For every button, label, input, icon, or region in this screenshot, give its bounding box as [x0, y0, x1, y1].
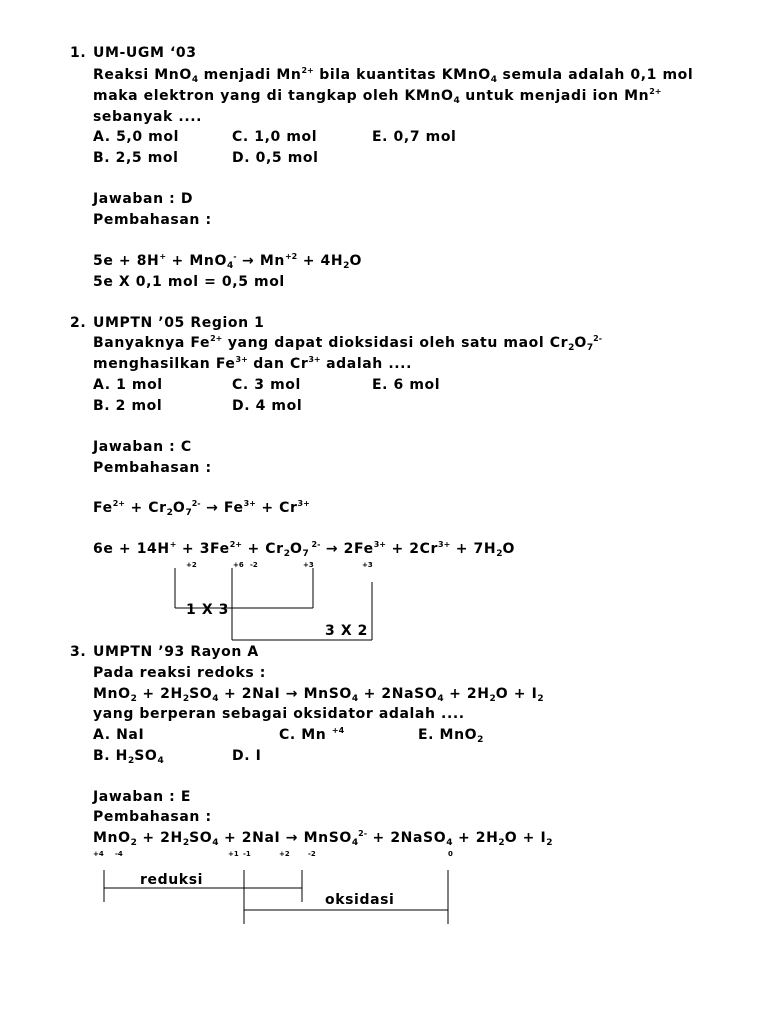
q1-equation: $5e + 8H^+ + MnO_4^- \to Mn^{+2} + 4H_2O$ [93, 252, 362, 271]
q2-discussion-label: Pembahasan : [93, 460, 212, 476]
q2-option-b: B. 2 mol [93, 398, 163, 414]
q1-option-b: B. 2,5 mol [93, 150, 179, 166]
q2-equation-skeleton: $Fe^{2+} + Cr_2O_7^{2-} \to Fe^{3+} + Cr^{3+}$ [93, 499, 310, 518]
q3-option-b: B. $H_2SO_4$ [93, 748, 164, 766]
q2-multiplier-2: 3 X 2 [325, 623, 369, 639]
q3-oxnum-i: -1 [243, 850, 251, 858]
q1-question-line1: Reaksi MnO$_4$ menjadi $Mn^{2+}$ bila kuantitas KMnO$_4$ semula adalah 0,1 mol [93, 66, 694, 85]
q3-oxnum-na: +1 [228, 850, 239, 858]
q3-oxnum-mn: +4 [93, 850, 104, 858]
q1-question-line3: sebanyak .... [93, 109, 203, 125]
q3-oxnum-mn2: +2 [279, 850, 290, 858]
q3-discussion-label: Pembahasan : [93, 809, 212, 825]
q2-question-line2: menghasilkan $Fe^{3+}$ dan $Cr^{3+}$ adalah .... [93, 355, 412, 372]
q1-discussion-label: Pembahasan : [93, 212, 212, 228]
q3-answer: Jawaban : E [93, 789, 191, 805]
q1-option-e: E. 0,7 mol [372, 129, 457, 145]
q2-option-a: A. 1 mol [93, 377, 163, 393]
q3-question-line1: Pada reaksi redoks : [93, 665, 266, 681]
q3-oxnum-so4: -2 [308, 850, 316, 858]
q1-option-c: C. 1,0 mol [232, 129, 318, 145]
q2-multiplier-1: 1 X 3 [186, 602, 230, 618]
q2-oxnum-fe3: +3 [303, 561, 314, 569]
q1-question-line2: maka elektron yang di tangkap oleh KMnO$_4$ untuk menjadi ion $Mn^{2+}$ [93, 87, 662, 106]
q3-option-a: A. NaI [93, 727, 145, 743]
q1-option-d: D. 0,5 mol [232, 150, 319, 166]
q3-reaction-discussion: $MnO_2 + 2H_2SO_4 + 2NaI$ → MnSO$_4^{2-}$ + 2NaSO$_4$ + $2H_2O + I_2$ [93, 829, 553, 848]
q3-option-e: E. MnO$_2$ [418, 727, 484, 745]
q3-reaction: $MnO_2 + 2H_2SO_4 + 2NaI$ → MnSO$_4$ + 2NaSO$_4$ + $2H_2O + I_2$ [93, 686, 544, 704]
q1-calculation: 5e X 0,1 mol = 0,5 mol [93, 274, 285, 290]
q2-option-e: E. 6 mol [372, 377, 441, 393]
q2-oxnum-cr3: +3 [362, 561, 373, 569]
q3-option-d: D. I [232, 748, 262, 764]
q2-question-line1: Banyaknya $Fe^{2+}$ yang dapat dioksidasi oleh satu maol $Cr_2O_7^{2-}$ [93, 334, 603, 353]
q2-oxnum-o: -2 [250, 561, 258, 569]
q1-answer: Jawaban : D [93, 191, 194, 207]
q2-option-d: D. 4 mol [232, 398, 303, 414]
q3-reduction-label: reduksi [140, 872, 204, 888]
q3-question-line3: yang berperan sebagai oksidator adalah .... [93, 706, 465, 722]
q2-answer: Jawaban : C [93, 439, 192, 455]
q2-oxnum-h: +2 [186, 561, 197, 569]
q3-source: UMPTN ’93 Rayon A [93, 644, 259, 660]
q1-source: UM-UGM ‘03 [93, 45, 197, 61]
q2-source: UMPTN ’05 Region 1 [93, 315, 265, 331]
q3-number: 3. [70, 644, 87, 660]
q3-oxnum-o: -4 [115, 850, 123, 858]
q2-equation-balanced: $6e + 14H^+ + 3Fe^{2+} + Cr_2O_7$ $^{2-} \to 2Fe^{3+} + 2Cr^{3+} + 7H_2O$ [93, 540, 515, 559]
q3-option-c: C. Mn $^{+4}$ [279, 726, 345, 743]
q3-oxnum-i2: 0 [448, 850, 453, 858]
q1-number: 1. [70, 45, 87, 61]
q1-option-a: A. 5,0 mol [93, 129, 179, 145]
q2-number: 2. [70, 315, 87, 331]
q3-oxidation-label: oksidasi [325, 892, 395, 908]
q2-oxnum-cr: +6 [233, 561, 244, 569]
q2-option-c: C. 3 mol [232, 377, 301, 393]
